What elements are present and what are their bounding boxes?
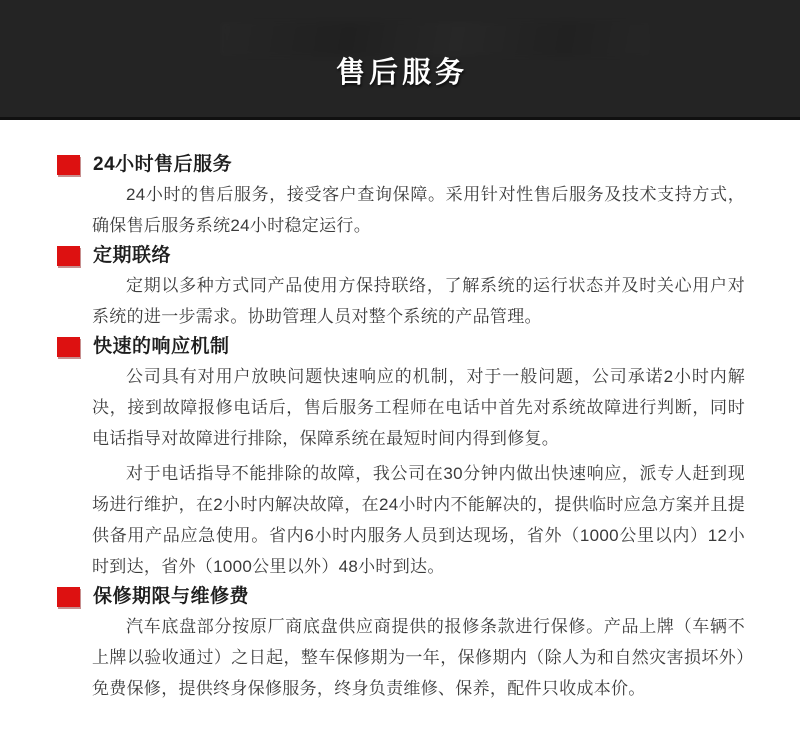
red-square-bullet-icon [57, 155, 80, 175]
red-square-bullet-icon [57, 337, 80, 357]
section-header [57, 245, 745, 266]
section-header [57, 586, 745, 607]
section-heading: 快速的响应机制 [93, 336, 230, 357]
service-section-24h [57, 154, 745, 241]
header-banner [0, 0, 800, 120]
section-paragraph: 24小时的售后服务，接受客户查询保障。采用针对性售后服务及技术支持方式，确保售后服务系统24小时稳定运行。 [92, 185, 745, 235]
section-heading: 24小时售后服务 [93, 154, 233, 175]
section-heading: 保修期限与维修费 [93, 586, 250, 607]
section-header [57, 336, 745, 357]
red-square-bullet-icon [57, 587, 80, 607]
service-section-warranty [57, 586, 745, 704]
service-section-fast-response [57, 336, 745, 582]
content-area [0, 120, 800, 704]
section-heading: 定期联络 [93, 245, 172, 266]
section-paragraph: 公司具有对用户放映问题快速响应的机制，对于一般问题，公司承诺2小时内解决，接到故障报修电话后，售后服务工程师在电话中首先对系统故障进行判断，同时电话指导对故障进行排除，保障系统在最短时间内得到修复。 [92, 367, 745, 448]
service-section-regular-contact [57, 245, 745, 332]
page-title: 售后服务 [335, 57, 468, 89]
section-paragraph: 汽车底盘部分按原厂商底盘供应商提供的报修条款进行保修。产品上牌（车辆不上牌以验收通过）之日起，整车保修期为一年，保修期内（除人为和自然灾害损坏外）免费保修，提供终身保修服务，终身负责维修、保养，配件只收成本价。 [92, 617, 745, 698]
section-header [57, 154, 745, 175]
section-paragraph: 定期以多种方式同产品使用方保持联络，了解系统的运行状态并及时关心用户对系统的进一步需求。协助管理人员对整个系统的产品管理。 [92, 276, 745, 326]
red-square-bullet-icon [57, 246, 80, 266]
section-paragraph: 对于电话指导不能排除的故障，我公司在30分钟内做出快速响应，派专人赶到现场进行维护，在2小时内解决故障，在24小时内不能解决的，提供临时应急方案并且提供备用产品应急使用。省内6小时内服务人员到达现场，省外（1000公里以内）12小时到达，省外（1000公里以外）48小时到达。 [92, 464, 745, 576]
